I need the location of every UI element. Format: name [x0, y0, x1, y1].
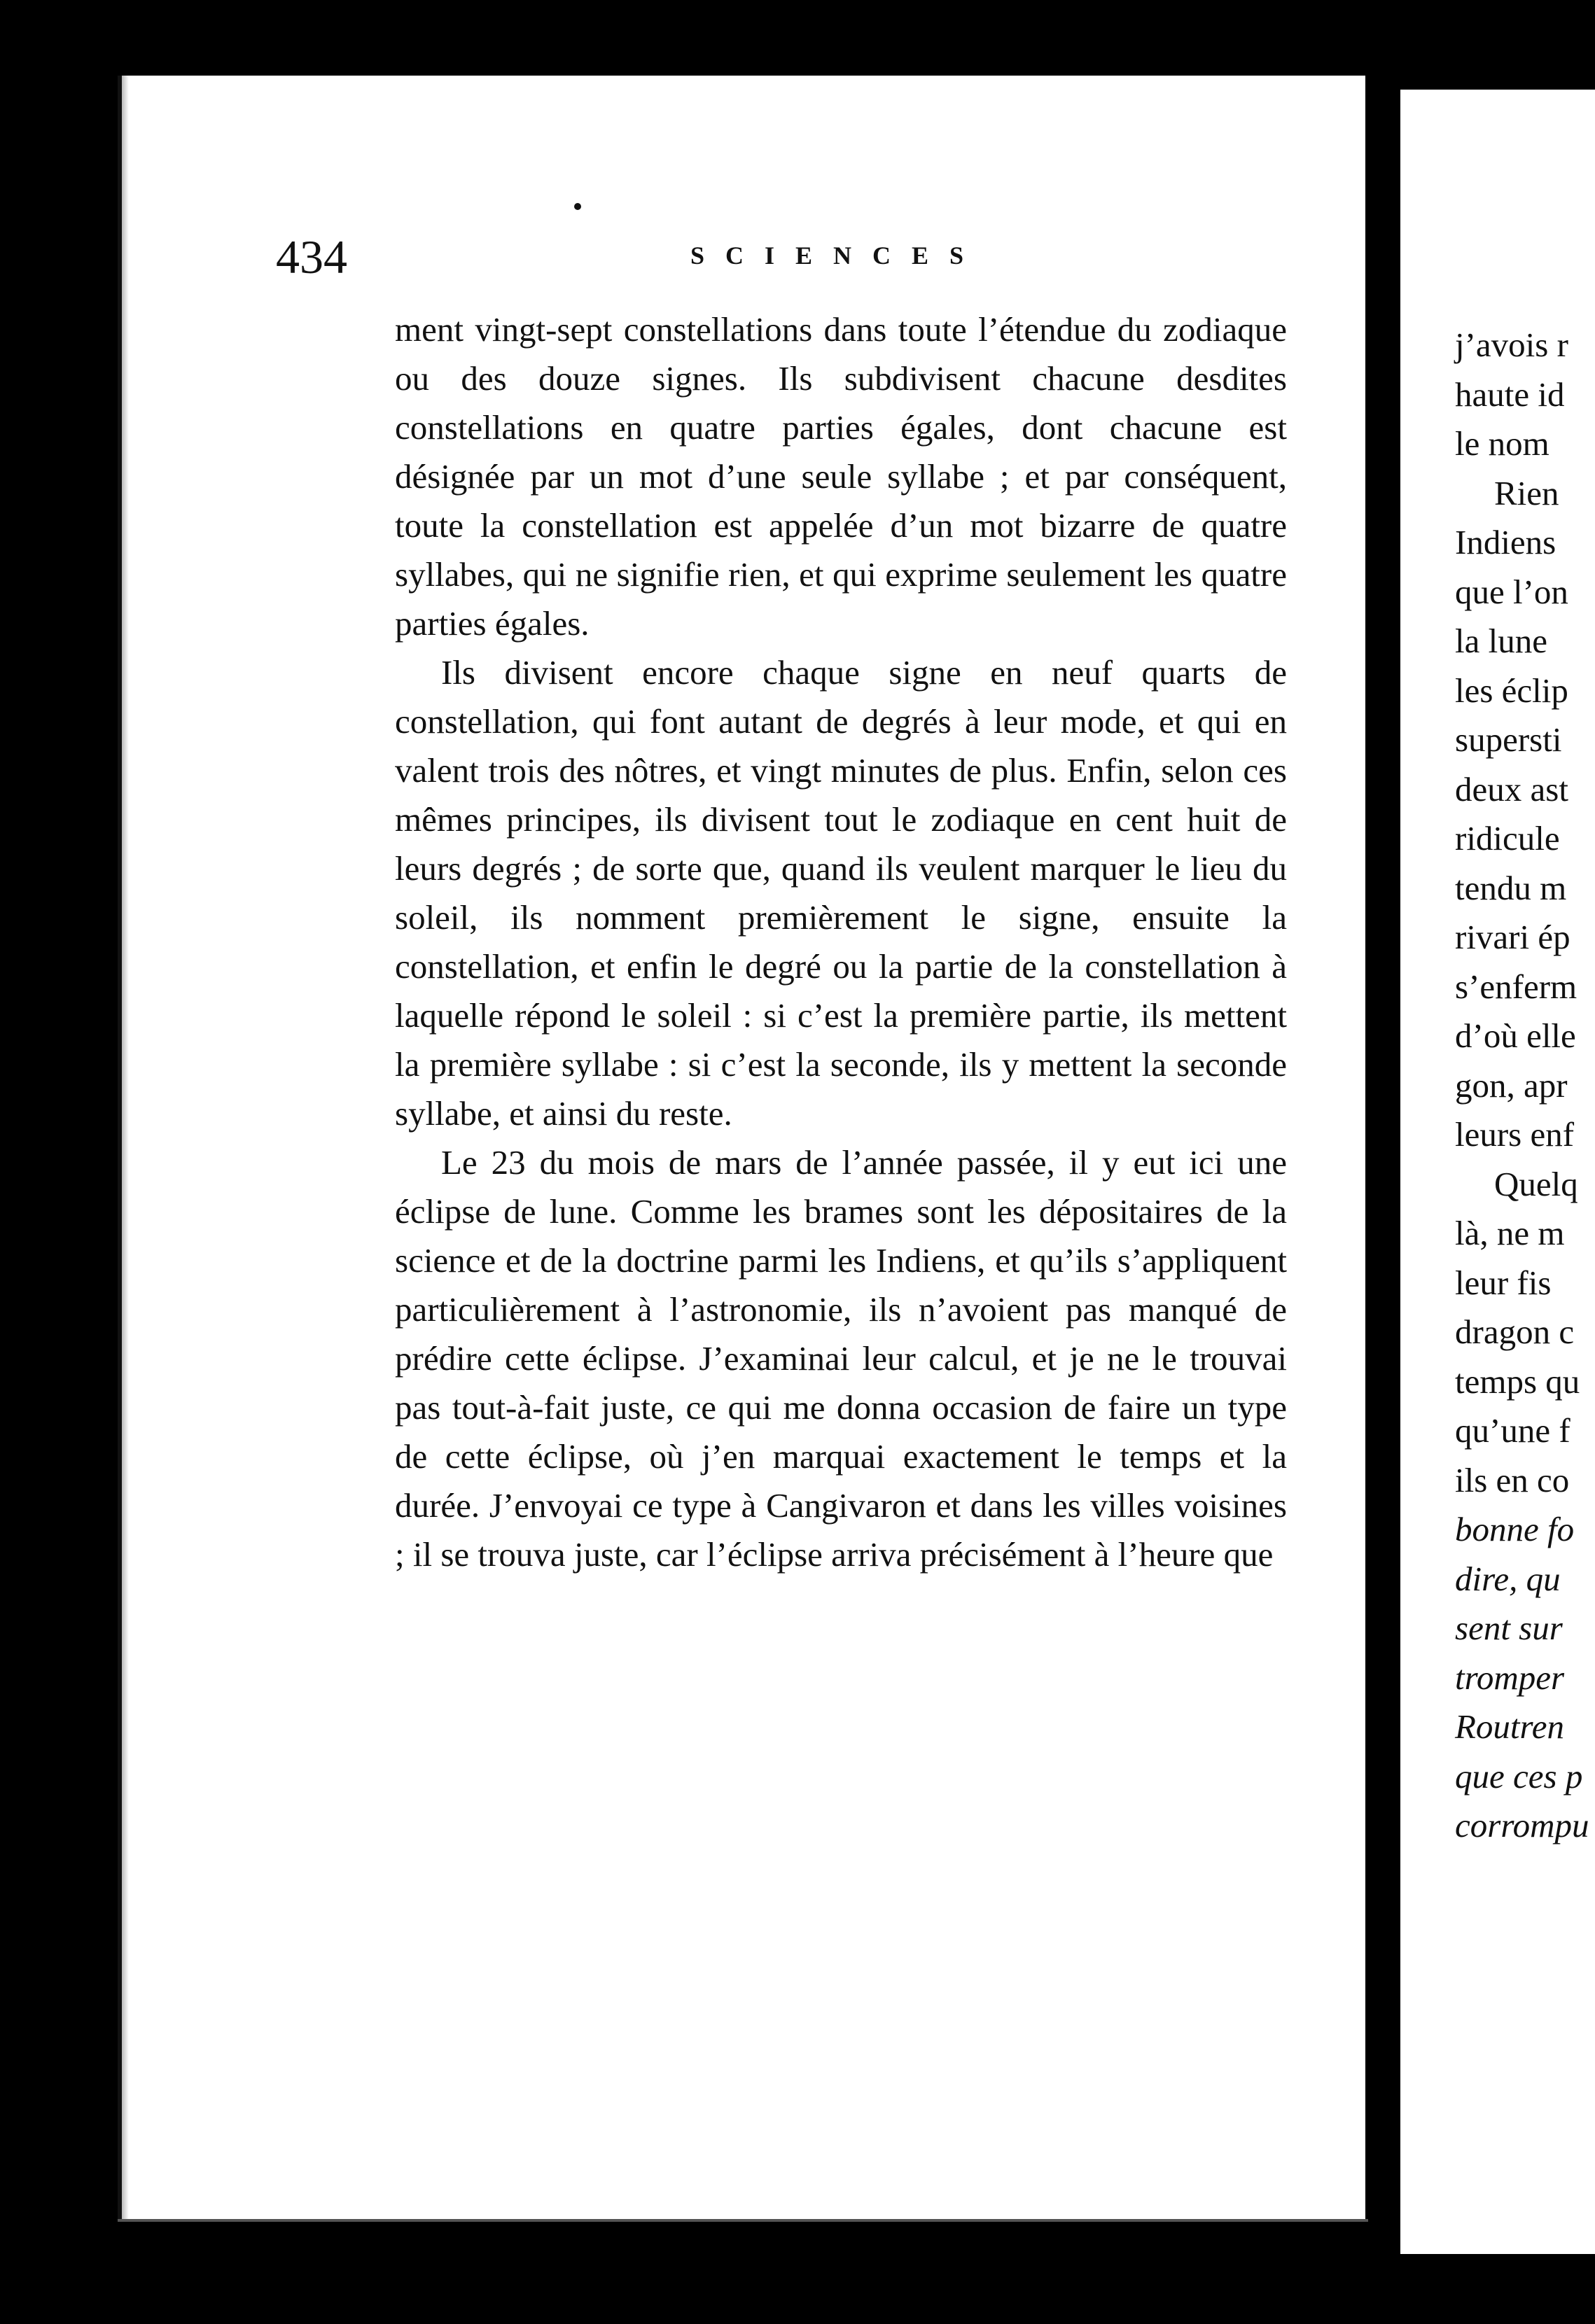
- facing-page-line: Indiens: [1455, 523, 1556, 561]
- facing-page-line: la lune: [1455, 622, 1547, 660]
- facing-page-line: que l’on: [1455, 572, 1568, 611]
- facing-page-line: ridicule: [1455, 819, 1560, 858]
- facing-page-line: ils en co: [1455, 1460, 1570, 1499]
- facing-page-line: supersti: [1455, 720, 1562, 759]
- paragraph-2: Ils divisent encore chaque signe en neuf quarts de constellation, qui font autant de degrés à leur mode, et qui en valent trois des nôtres, et vingt minutes de plus. Enfin, selon ces mêmes principes, ils divisent tout le zodiaque en cent huit de leurs degrés ; de sorte que, quand ils veulent marquer le lieu du soleil, ils nomment premièrement le signe, ensuite la constellation, et enfin le degré ou la partie de la constellation à laquelle répond le soleil : si c’est la première partie, ils mettent la première syllabe : si c’est la seconde, ils y mettent la seconde syllabe, et ainsi du reste.: [395, 653, 1287, 1133]
- facing-page-line: leur fis: [1455, 1263, 1552, 1302]
- facing-page-line: sent sur: [1455, 1609, 1563, 1647]
- running-head: SCIENCES: [690, 241, 985, 270]
- page-number: 434: [276, 230, 347, 284]
- facing-page-line: temps qu: [1455, 1362, 1580, 1401]
- page-binding-edge: [122, 76, 129, 2219]
- facing-page-line: dire, qu: [1455, 1559, 1561, 1598]
- facing-page-line: leurs enf: [1455, 1115, 1575, 1154]
- facing-page-line: Quelq: [1494, 1164, 1578, 1203]
- paragraph-1: ment vingt-sept constellations dans toute l’étendue du zodiaque ou des douze signes. Ils subdivisent chacune desdites constellations en quatre parties égales, dont chacune est désignée par un mot d’une seule syllabe ; et par conséquent, toute la constellation est appelée d’un mot bizarre de quatre syllabes, qui ne signifie rien, et qui exprime seulement les quatre parties égales.: [395, 310, 1287, 643]
- facing-page-line: deux ast: [1455, 769, 1568, 808]
- facing-page-line: rivari ép: [1455, 918, 1570, 956]
- facing-page-line: Rien: [1494, 473, 1559, 512]
- facing-page-text: [1455, 321, 1595, 1851]
- facing-page-line: haute id: [1455, 374, 1565, 414]
- facing-page-line: qu’une f: [1455, 1411, 1570, 1450]
- facing-page-line: corrompu: [1455, 1806, 1589, 1844]
- facing-page-line: s’enferm: [1455, 967, 1577, 1006]
- facing-page-line: d’où elle: [1455, 1016, 1576, 1055]
- gutter-shadow: [1365, 70, 1400, 2254]
- facing-page-line: j’avois r: [1455, 326, 1568, 364]
- facing-page-line: gon, apr: [1455, 1065, 1568, 1105]
- facing-page-line: tromper: [1455, 1658, 1565, 1697]
- paragraph-3: Le 23 du mois de mars de l’année passée, il y eut ici une éclipse de lune. Comme les brames sont les dépositaires de la science et de la doctrine parmi les Indiens, et qu’ils s’appliquent particulièrement à l’astronomie, ils n’avoient pas manqué de prédire cette éclipse. J’examinai leur calcul, et je ne le trouvai pas tout-à-fait juste, ce qui me donna occasion de faire un type de cette éclipse, où j’en marquai exactement le temps et la durée. J’envoyai ce type à Cangivaron et dans les villes voisines ; il se trouva juste, car l’éclipse arriva précisément à l’heure que: [395, 1143, 1287, 1574]
- main-text-block: [395, 305, 1287, 1579]
- page-header: [276, 153, 1305, 284]
- facing-page-line: là, ne m: [1455, 1214, 1565, 1252]
- facing-page-line: que ces p: [1455, 1756, 1583, 1795]
- facing-page-line: dragon c: [1455, 1312, 1575, 1351]
- facing-page-line: bonne fo: [1455, 1510, 1575, 1548]
- facing-page-line: les éclip: [1455, 671, 1568, 710]
- facing-page-line: Routren: [1455, 1707, 1565, 1746]
- facing-page-line: le nom: [1455, 424, 1549, 463]
- page-bottom-edge: [118, 2219, 1368, 2222]
- facing-page-line: tendu m: [1455, 868, 1567, 907]
- facing-page-fragment: [1400, 90, 1595, 2254]
